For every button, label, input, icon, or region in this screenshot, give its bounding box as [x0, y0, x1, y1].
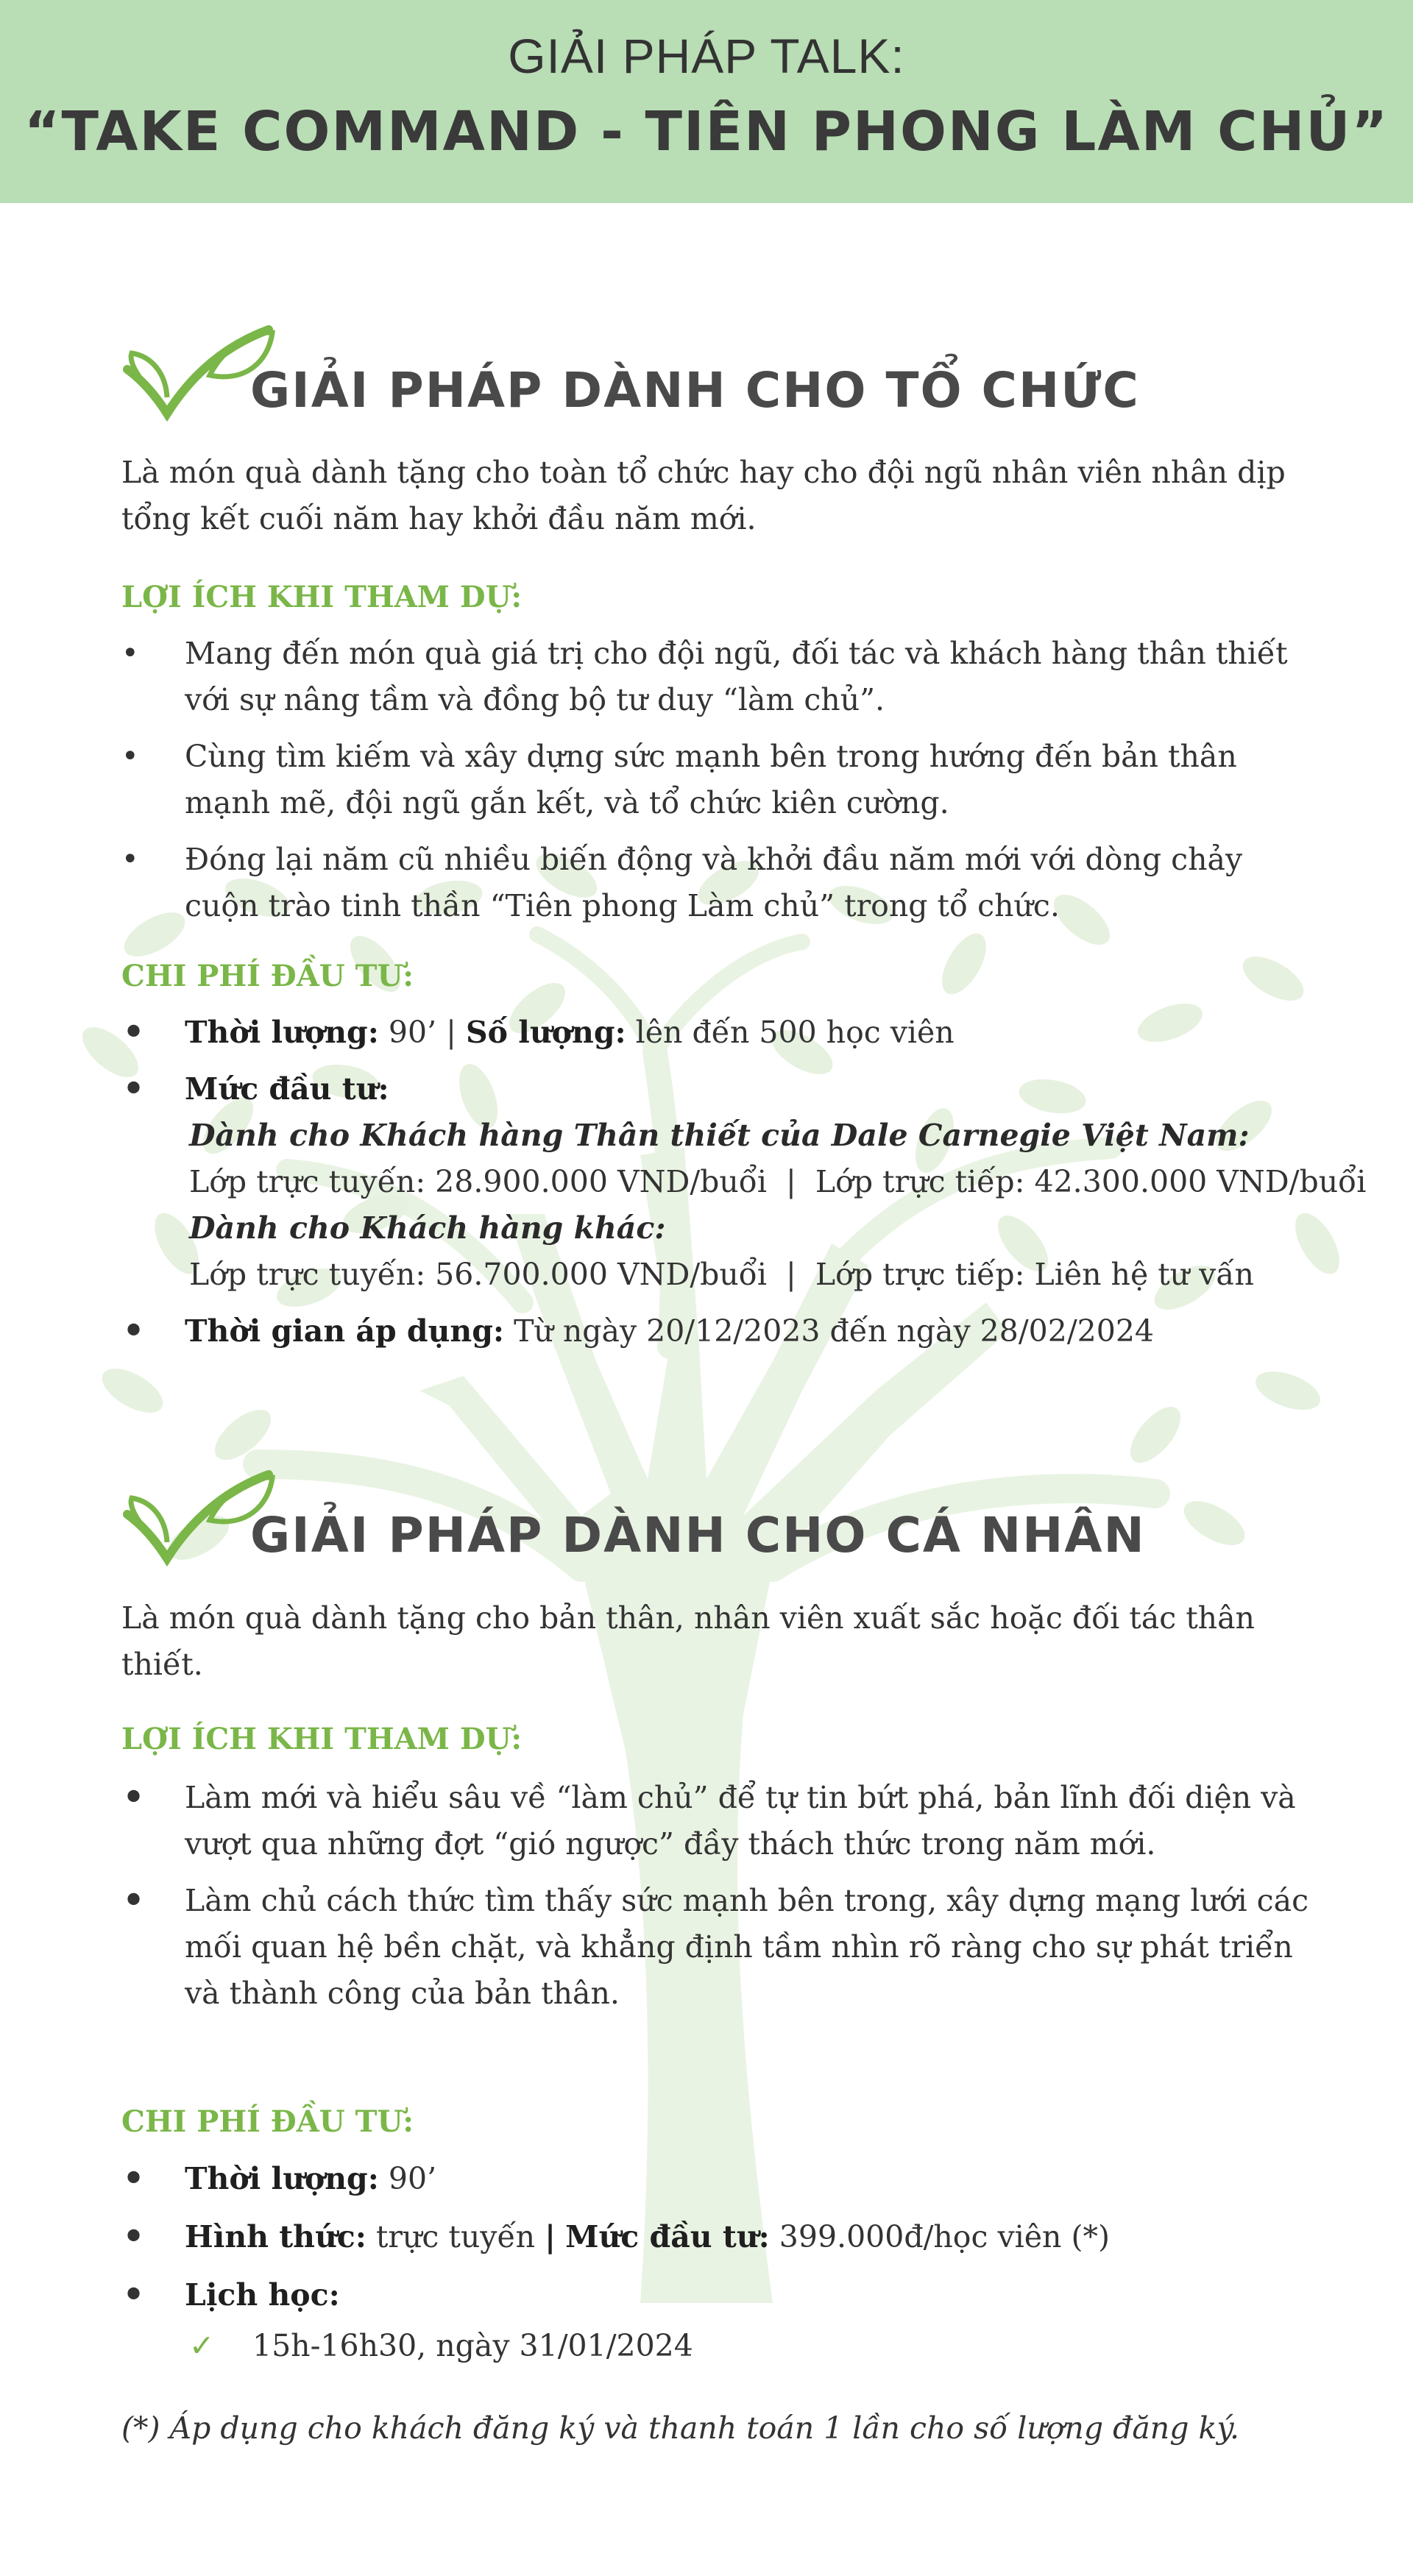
org-heading: GIẢI PHÁP DÀNH CHO TỔ CHỨC	[250, 362, 1140, 419]
personal-benefits-list	[121, 1775, 1314, 2027]
org-other-label: Dành cho Khách hàng khác:	[189, 1210, 666, 1246]
personal-format-item: • Hình thức: trực tuyến | Mức đầu tư: 399.000đ/học viên (*)	[121, 2213, 1110, 2261]
list-item: • Mang đến món quà giá trị cho đội ngũ, đối tác và khách hàng thân thiết với sự nâng tầm và đồng bộ tư duy “làm chủ”.	[121, 636, 1288, 717]
org-cost-list	[121, 1009, 1367, 1355]
personal-heading: GIẢI PHÁP DÀNH CHO CÁ NHÂN	[250, 1507, 1146, 1564]
list-item: • Đóng lại năm cũ nhiều biến động và khởi đầu năm mới với dòng chảy cuộn trào tinh thần “Tiên phong Làm chủ” trong tổ chức.	[121, 842, 1243, 923]
org-loyal-label: Dành cho Khách hàng Thân thiết của Dale Carnegie Việt Nam:	[189, 1118, 1250, 1153]
org-intro: Là món quà dành tặng cho toàn tổ chức hay cho đội ngũ nhân viên nhân dịp tổng kết cuối năm hay khởi đầu năm mới.	[121, 455, 1286, 536]
org-section-title	[121, 324, 1299, 441]
org-period-item: • Thời gian áp dụng: Từ ngày 20/12/2023 đến ngày 28/02/2024	[121, 1307, 1154, 1355]
org-loyal-prices: Lớp trực tuyến: 28.900.000 VND/buổi | Lớp trực tiếp: 42.300.000 VND/buổi	[189, 1164, 1367, 1199]
footnote: (*) Áp dụng cho khách đăng ký và thanh toán 1 lần cho số lượng đăng ký.	[121, 2410, 1240, 2446]
check-icon: ✓	[189, 2328, 215, 2363]
org-fee-item: • Mức đầu tư: Dành cho Khách hàng Thân thiết của Dale Carnegie Việt Nam: Lớp trực tuyến: 28.900.000 VND/buổi | Lớp trực tiếp: 42.300.000 VND/buổi Dành cho Khách hàng khác: Lớp trực tuyến: 56.700.000 VND/buổi | Lớp trực tiếp: Liên hệ tư vấn	[121, 1066, 1314, 1298]
personal-benefits-label: LỢI ÍCH KHI THAM DỰ:	[121, 1722, 523, 1756]
personal-cost-label: CHI PHÍ ĐẦU TƯ:	[121, 2104, 414, 2139]
personal-intro: Là món quà dành tặng cho bản thân, nhân viên xuất sắc hoặc đối tác thân thiết.	[121, 1600, 1255, 1682]
org-duration-item: • Thời lượng: 90’ | Số lượng: lên đến 500 học viên	[121, 1009, 955, 1057]
org-cost-label: CHI PHÍ ĐẦU TƯ:	[121, 959, 414, 993]
schedule-entry: ✓ 15h-16h30, ngày 31/01/2024	[185, 2323, 1314, 2369]
personal-schedule-item: • Lịch học: ✓ 15h-16h30, ngày 31/01/2024	[121, 2272, 1314, 2369]
org-benefits-list	[121, 631, 1314, 940]
header-title: “TAKE COMMAND - TIÊN PHONG LÀM CHỦ”	[24, 100, 1389, 163]
org-other-prices: Lớp trực tuyến: 56.700.000 VND/buổi | Lớp trực tiếp: Liên hệ tư vấn	[189, 1257, 1254, 1292]
list-item: • Làm mới và hiểu sâu về “làm chủ” để tự tin bứt phá, bản lĩnh đối diện và vượt qua những đợt “gió ngược” đầy thách thức trong năm mới.	[121, 1774, 1296, 1862]
list-item: • Làm chủ cách thức tìm thấy sức mạnh bên trong, xây dựng mạng lưới các mối quan hệ bền chặt, và khẳng định tầm nhìn rõ ràng cho sự phát triển và thành công của bản thân.	[121, 1877, 1309, 2011]
personal-duration-item: • Thời lượng: 90’	[121, 2155, 437, 2203]
header-subtitle: GIẢI PHÁP TALK:	[508, 29, 905, 83]
list-item: • Cùng tìm kiếm và xây dựng sức mạnh bên trong hướng đến bản thân mạnh mẽ, đội ngũ gắn kết, và tổ chức kiên cường.	[121, 739, 1237, 820]
personal-cost-list	[121, 2156, 1314, 2369]
org-benefits-label: LỢI ÍCH KHI THAM DỰ:	[121, 580, 523, 614]
personal-section-title	[121, 1469, 1299, 1586]
